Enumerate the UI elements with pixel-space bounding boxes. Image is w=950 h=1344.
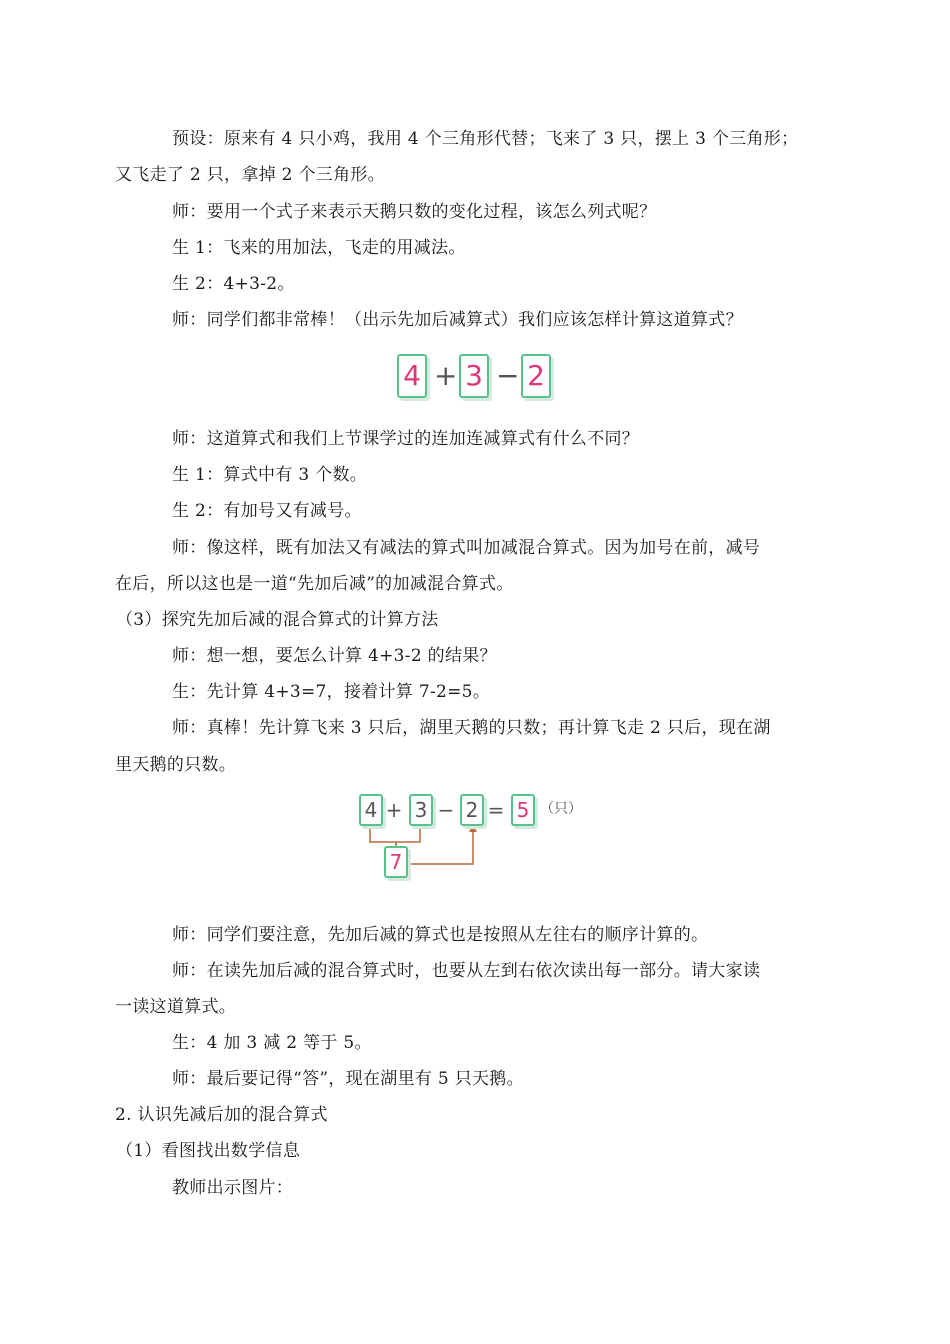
paragraph: 一读这道算式。 [115, 997, 237, 1017]
plus-sign: + [385, 798, 403, 822]
plus-sign: + [434, 359, 458, 392]
number-card: 2 [460, 794, 484, 826]
equals-sign: = [487, 798, 505, 822]
paragraph: 又飞走了 2 只，拿掉 2 个三角形。 [115, 165, 385, 185]
paragraph: 生 1：飞来的用加法，飞走的用减法。 [172, 238, 466, 258]
section-heading: 2. 认识先减后加的混合算式 [115, 1105, 328, 1125]
number-card: 4 [397, 354, 427, 398]
paragraph: 生 1：算式中有 3 个数。 [172, 465, 368, 485]
number-card: 2 [521, 354, 551, 398]
result-card: 5 [511, 794, 535, 826]
paragraph: 在后，所以这也是一道“先加后减”的加减混合算式。 [115, 574, 514, 594]
minus-sign: − [437, 798, 455, 822]
paragraph: 师：这道算式和我们上节课学过的连加连减算式有什么不同？ [172, 429, 640, 449]
paragraph: 生 2：有加号又有减号。 [172, 501, 362, 521]
number-card: 3 [409, 794, 433, 826]
paragraph: 生 2：4+3-2。 [172, 274, 295, 294]
minus-sign: − [496, 359, 520, 392]
paragraph: 预设：原来有 4 只小鸡，我用 4 个三角形代替；飞来了 3 只，摆上 3 个三角形； [172, 129, 799, 149]
section-heading: （3）探究先加后减的混合算式的计算方法 [116, 610, 439, 630]
unit-label: （只） [540, 801, 582, 817]
section-heading: （1）看图找出数学信息 [116, 1141, 301, 1161]
paragraph: 师：像这样，既有加法又有减法的算式叫加减混合算式。因为加号在前，减号 [172, 538, 761, 558]
intermediate-card: 7 [384, 846, 408, 878]
paragraph: 师：要用一个式子来表示天鹅只数的变化过程，该怎么列式呢？ [172, 202, 657, 222]
paragraph: 师：真棒！先计算飞来 3 只后，湖里天鹅的只数；再计算飞走 2 只后，现在湖 [172, 718, 771, 738]
paragraph: 师：在读先加后减的混合算式时，也要从左到右依次读出每一部分。请大家读 [172, 961, 761, 981]
paragraph: 师：想一想，要怎么计算 4+3-2 的结果？ [172, 646, 497, 666]
paragraph: 教师出示图片： [172, 1178, 294, 1198]
paragraph: 师：同学们都非常棒！（出示先加后减算式）我们应该怎样计算这道算式？ [172, 310, 743, 330]
number-card: 4 [359, 794, 383, 826]
paragraph: 师：最后要记得“答”，现在湖里有 5 只天鹅。 [172, 1069, 524, 1089]
number-card: 3 [459, 354, 489, 398]
paragraph: 生：先计算 4+3=7，接着计算 7-2=5。 [172, 682, 491, 702]
paragraph: 师：同学们要注意，先加后减的算式也是按照从左往右的顺序计算的。 [172, 925, 709, 945]
paragraph: 生：4 加 3 减 2 等于 5。 [172, 1033, 372, 1053]
paragraph: 里天鹅的只数。 [115, 755, 237, 775]
